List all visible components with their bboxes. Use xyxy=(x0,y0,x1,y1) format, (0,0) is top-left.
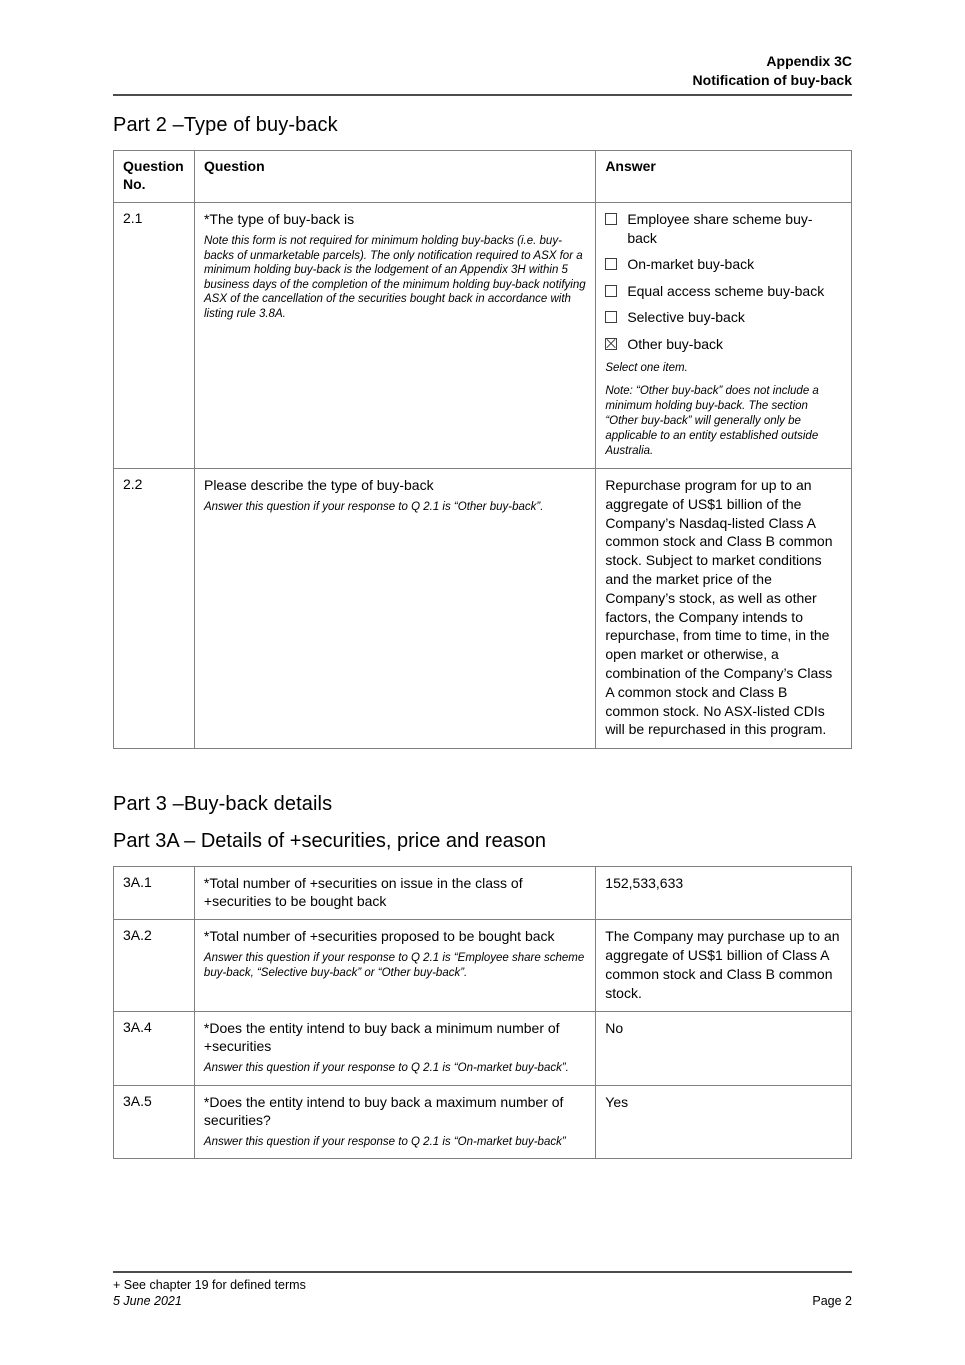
option-selective xyxy=(605,308,842,327)
question-text-2-2: Please describe the type of buy-back xyxy=(203,477,434,493)
answer-text-3a-1: 152,533,633 xyxy=(605,875,684,892)
checkbox-icon xyxy=(605,311,617,323)
question-text-3a-1: *Total number of +securities on issue in the class of +securities to be bought back xyxy=(203,875,523,910)
table-row-3a-4 xyxy=(114,1012,852,1086)
part2-table xyxy=(113,150,852,749)
select-hint: Select one item. xyxy=(605,362,688,374)
answer-text-3a-4: No xyxy=(605,1020,624,1037)
part3a-title: Part 3A – Details of +securities, price and reason xyxy=(113,830,547,853)
option-label: On-market buy-back xyxy=(627,256,755,272)
question-note-2-1: Note this form is not required for minimum holding buy-backs (i.e. buy-backs of unmarketable parcels). The only notification required to ASX for a minimum holding buy-back is the lodgement of an Appendix 3H within 5 business days of the completion of the minimum holding buy-back notifying ASX of the cancellation of the securities bought back in accordance with listing rule 3.8A. xyxy=(203,235,586,320)
table-row-3a-5 xyxy=(114,1085,852,1159)
option-other xyxy=(605,335,842,354)
question-no-3a-4: 3A.4 xyxy=(114,1012,195,1086)
option-on-market xyxy=(605,255,842,274)
option-label: Other buy-back xyxy=(627,335,724,352)
question-cell-3a-2 xyxy=(194,920,595,1012)
header-question-no: Question No. xyxy=(114,151,195,203)
table-row-2-2 xyxy=(114,469,852,749)
part2-section xyxy=(113,114,852,749)
appendix-title: Appendix 3C xyxy=(766,53,852,69)
answer-cell-3a-4 xyxy=(596,1012,852,1086)
question-cell-2-1 xyxy=(194,203,595,469)
question-text-2-1: *The type of buy-back is xyxy=(203,211,355,227)
checkbox-checked-icon xyxy=(605,338,617,350)
part2-title: Part 2 –Type of buy-back xyxy=(113,114,338,136)
question-text-3a-5: *Does the entity intend to buy back a maximum number of securities? xyxy=(203,1093,564,1128)
header-rule xyxy=(113,94,852,96)
answer-text-3a-5: Yes xyxy=(605,1093,629,1110)
part3-section xyxy=(113,793,852,1159)
answer-note-2-1: Note: “Other buy-back” does not include a minimum holding buy-back. The section “Other buy-back” will generally only be applicable to an entity established outside Australia. xyxy=(605,385,819,457)
question-cell-3a-5 xyxy=(194,1085,595,1159)
header-question: Question xyxy=(194,151,595,203)
footer-date: 5 June 2021 xyxy=(113,1294,182,1308)
answer-cell-3a-1 xyxy=(596,867,852,920)
option-equal-access xyxy=(605,282,842,301)
option-employee-share-scheme xyxy=(605,210,842,247)
answer-cell-2-2 xyxy=(596,469,852,749)
question-note-3a-2: Answer this question if your response to Q 2.1 is “Employee share scheme buy-back, “Selective buy-back” or “Other buy-back”. xyxy=(203,952,585,979)
question-text-3a-4: *Does the entity intend to buy back a minimum number of +securities xyxy=(203,1020,560,1055)
footer-defined-terms: + See chapter 19 for defined terms xyxy=(113,1278,306,1292)
question-cell-3a-1 xyxy=(194,867,595,920)
question-no-3a-1: 3A.1 xyxy=(114,867,195,920)
page-footer xyxy=(113,1271,852,1309)
question-cell-2-2 xyxy=(194,469,595,749)
question-no-3a-5: 3A.5 xyxy=(114,1085,195,1159)
table-row-2-1 xyxy=(114,203,852,469)
part3-title: Part 3 –Buy-back details xyxy=(113,793,333,816)
question-no-2-2: 2.2 xyxy=(114,469,195,749)
page-header xyxy=(113,52,852,90)
question-no-2-1: 2.1 xyxy=(114,203,195,469)
appendix-subtitle: Notification of buy-back xyxy=(692,72,852,88)
answer-cell-3a-5 xyxy=(596,1085,852,1159)
answer-text-3a-2: The Company may purchase up to an aggregate of US$1 billion of Class A common stock and Class B common stock. xyxy=(605,928,840,1001)
question-note-3a-4: Answer this question if your response to Q 2.1 is “On-market buy-back”. xyxy=(203,1062,569,1075)
checkbox-icon xyxy=(605,285,617,297)
question-note-2-2: Answer this question if your response to Q 2.1 is “Other buy-back”. xyxy=(203,501,544,513)
table-row-3a-2 xyxy=(114,920,852,1012)
question-no-3a-2: 3A.2 xyxy=(114,920,195,1012)
answer-cell-2-1 xyxy=(596,203,852,469)
header-answer: Answer xyxy=(596,151,852,203)
question-cell-3a-4 xyxy=(194,1012,595,1086)
question-text-3a-2: *Total number of +securities proposed to be bought back xyxy=(203,928,555,945)
footer-page-number: Page 2 xyxy=(812,1294,852,1308)
part2-table-header-row xyxy=(114,151,852,203)
checkbox-icon xyxy=(605,213,617,225)
answer-text-2-2: Repurchase program for up to an aggregate of US$1 billion of the Company’s Nasdaq-listed Class A common stock and Class B common stock. Subject to market conditions and the market price of the Company’s stock, as well as other factors, the Company intends to repurchase, from time to time, in the open market or otherwise, a combination of the Company’s Class A common stock and Class B common stock. No ASX-listed CDIs will be repurchased in this program. xyxy=(605,477,833,738)
part3a-table xyxy=(113,866,852,1159)
answer-cell-3a-2 xyxy=(596,920,852,1012)
table-row-3a-1 xyxy=(114,867,852,920)
option-label: Selective buy-back xyxy=(627,309,745,325)
checkbox-icon xyxy=(605,258,617,270)
question-note-3a-5: Answer this question if your response to Q 2.1 is “On-market buy-back” xyxy=(203,1135,566,1148)
option-label: Equal access scheme buy-back xyxy=(627,282,825,299)
option-label: Employee share scheme buy-back xyxy=(627,211,813,246)
